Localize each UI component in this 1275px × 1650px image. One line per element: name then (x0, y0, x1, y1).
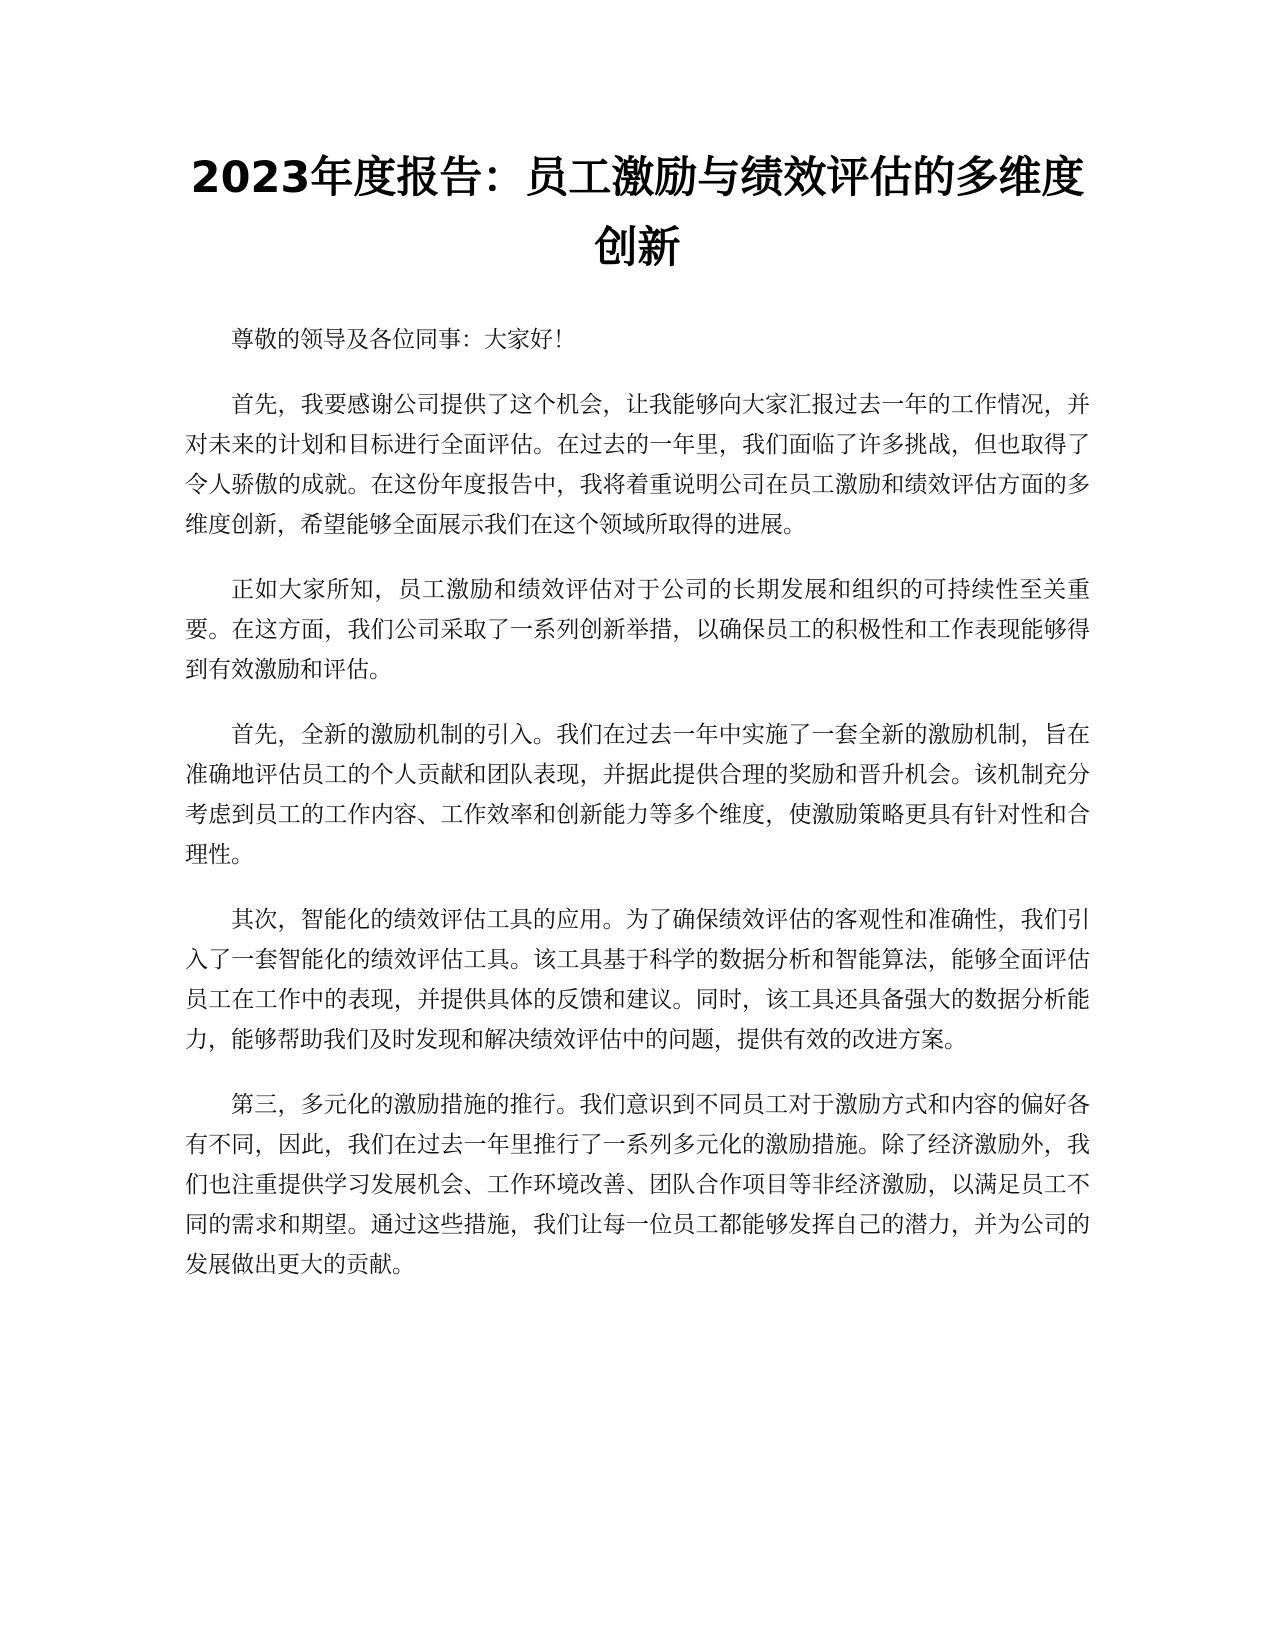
paragraph-diverse-incentives: 第三，多元化的激励措施的推行。我们意识到不同员工对于激励方式和内容的偏好各有不同，因此，我们在过去一年里推行了一系列多元化的激励措施。除了经济激励外，我们也注重提供学习发展机会、工作环境改善、团队合作项目等非经济激励，以满足员工不同的需求和期望。通过这些措施，我们让每一位员工都能够发挥自己的潜力，并为公司的发展做出更大的贡献。 (185, 1092, 1090, 1278)
document-title: 2023年度报告：员工激励与绩效评估的多维度创新 (190, 153, 1085, 273)
paragraph-greeting: 尊敬的领导及各位同事：大家好！ (231, 327, 576, 353)
paragraph-evaluation-tool: 其次，智能化的绩效评估工具的应用。为了确保绩效评估的客观性和准确性，我们引入了一套智能化的绩效评估工具。该工具基于科学的数据分析和智能算法，能够全面评估员工在工作中的表现，并提供具体的反馈和建议。同时，该工具还具备强大的数据分析能力，能够帮助我们及时发现和解决绩效评估中的问题，提供有效的改进方案。 (185, 907, 1090, 1053)
paragraph-incentive-mechanism: 首先，全新的激励机制的引入。我们在过去一年中实施了一套全新的激励机制，旨在准确地评估员工的个人贡献和团队表现，并据此提供合理的奖励和晋升机会。该机制充分考虑到员工的工作内容、工作效率和创新能力等多个维度，使激励策略更具有针对性和合理性。 (185, 722, 1090, 868)
paragraph-introduction: 首先，我要感谢公司提供了这个机会，让我能够向大家汇报过去一年的工作情况，并对未来的计划和目标进行全面评估。在过去的一年里，我们面临了许多挑战，但也取得了令人骄傲的成就。在这份年度报告中，我将着重说明公司在员工激励和绩效评估方面的多维度创新，希望能够全面展示我们在这个领域所取得的进展。 (185, 392, 1090, 538)
document-body (185, 320, 1090, 1310)
paragraph-importance: 正如大家所知，员工激励和绩效评估对于公司的长期发展和组织的可持续性至关重要。在这方面，我们公司采取了一系列创新举措，以确保员工的积极性和工作表现能够得到有效激励和评估。 (185, 577, 1090, 683)
